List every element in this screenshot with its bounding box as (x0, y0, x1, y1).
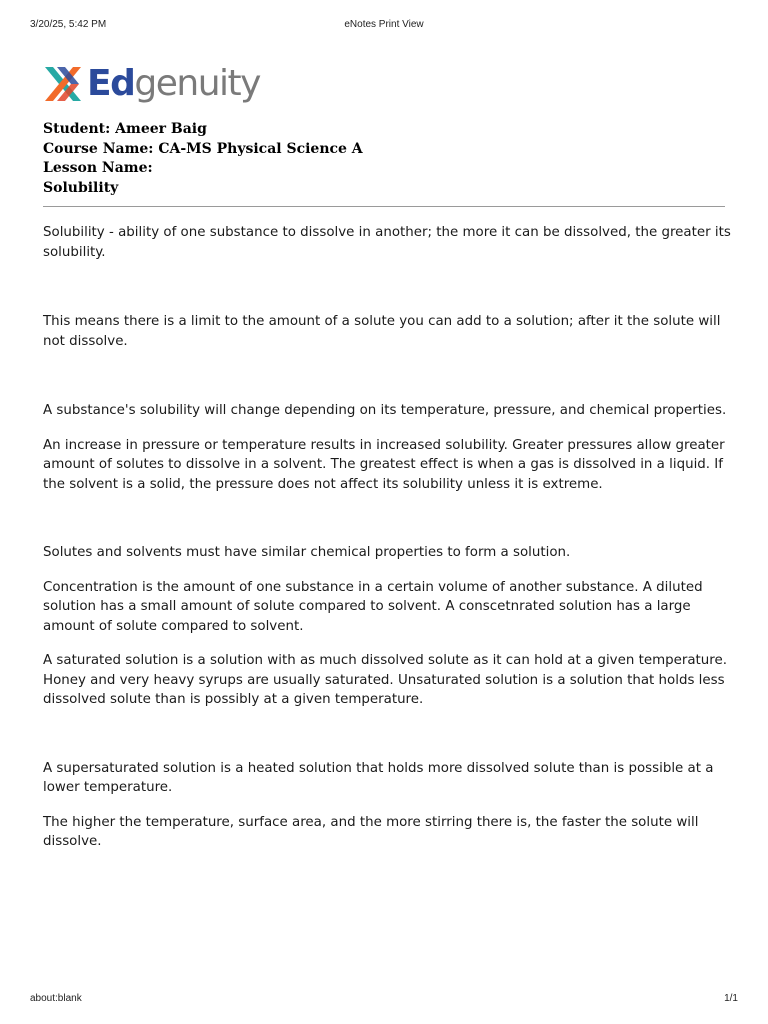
note-paragraph: A supersaturated solution is a heated solution that holds more dissolved solute than is possible at a lower temperature. (43, 760, 714, 795)
print-title: eNotes Print View (344, 19, 424, 30)
note-paragraph: A saturated solution is a solution with as much dissolved solute as it can hold at a given temperature. Honey and very heavy syrups are usually saturated. Unsaturated solution is a solution that holds less dissolved solute than is possibly at a given temperature. (43, 653, 728, 707)
logo-wordmark (87, 62, 260, 106)
note-paragraph: An increase in pressure or temperature results in increased solubility. Greater pressures allow greater amount of solutes to dissolve in a solvent. The greatest effect is when a gas is dissolved in a liquid. If the solvent is a solid, the pressure does not affect its solubility unless it is extreme. (43, 437, 725, 492)
edgenuity-x-logo-icon (43, 64, 83, 104)
print-url: about:blank (30, 993, 82, 1004)
logo-text-genuity: genuity (134, 63, 260, 104)
note-paragraph: The higher the temperature, surface area, and the more stirring there is, the faster the solute will dissolve. (43, 814, 699, 849)
note-paragraph: Concentration is the amount of one substance in a certain volume of another substance. A diluted solution has a small amount of solute compared to solvent. A conscetnrated solution has a large amount of solute compared to solvent. (43, 579, 703, 634)
course-name: Course Name: CA-MS Physical Science A (43, 140, 363, 157)
note-paragraph: Solutes and solvents must have similar chemical properties to form a solution. (43, 545, 571, 560)
print-datetime: 3/20/25, 5:42 PM (30, 19, 107, 30)
lesson-meta (43, 120, 363, 198)
logo-text-ed: Ed (87, 63, 135, 104)
edgenuity-logo (43, 62, 260, 106)
note-paragraph: Solubility - ability of one substance to dissolve in another; the more it can be dissolved, the greater its solubility. (43, 225, 731, 260)
note-paragraph: A substance's solubility will change depending on its temperature, pressure, and chemical properties. (43, 403, 727, 418)
note-paragraph: This means there is a limit to the amount of a solute you can add to a solution; after it the solute will not dissolve. (43, 314, 721, 349)
student-name: Student: Ameer Baig (43, 121, 207, 137)
notes-body (43, 223, 733, 852)
print-header (30, 19, 738, 33)
print-footer (30, 993, 738, 1007)
page-number: 1/1 (724, 993, 738, 1004)
lesson-label: Lesson Name: (43, 160, 153, 176)
divider (43, 206, 725, 207)
lesson-name: Solubility (43, 179, 119, 196)
